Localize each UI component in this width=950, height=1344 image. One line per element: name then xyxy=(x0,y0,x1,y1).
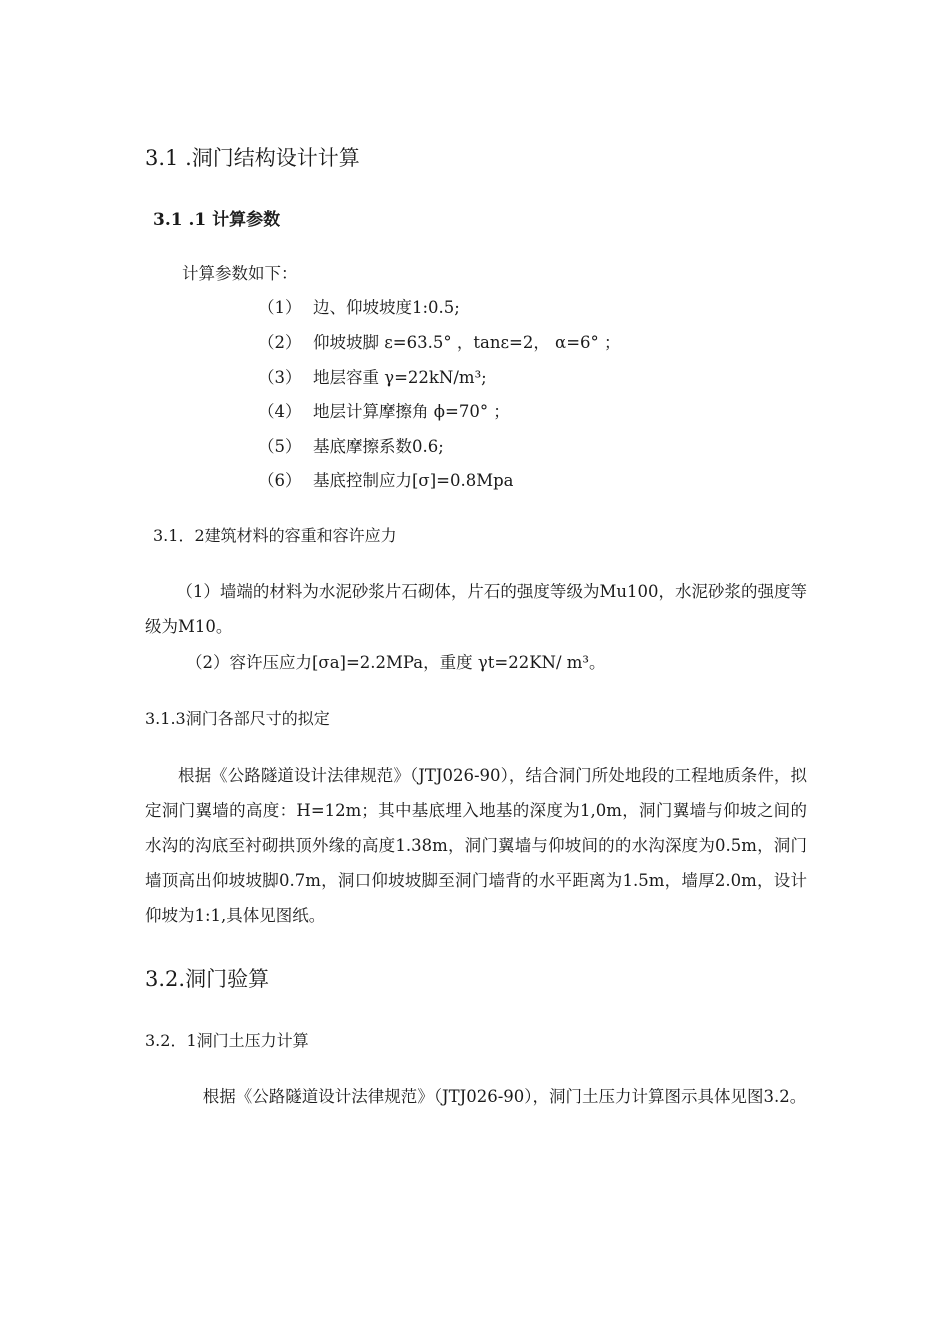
item-number: （2） xyxy=(258,333,302,352)
item-text: 地层计算摩擦角 ϕ=70° ； xyxy=(313,402,510,421)
parameters-intro: 计算参数如下： xyxy=(182,264,298,283)
parameter-item xyxy=(258,400,510,424)
item-text: 仰坡坡脚 ε=63.5° ，tanε=2， α=6° ； xyxy=(313,333,621,352)
section-3-1-title: 3.1 .洞门结构设计计算 xyxy=(145,146,360,170)
item-text: 地层容重 γ=22kN/m³; xyxy=(313,368,487,387)
item-number: （1） xyxy=(258,298,302,317)
parameter-item xyxy=(258,435,444,459)
item-text: 基底摩擦系数0.6; xyxy=(313,437,444,456)
item-number: （5） xyxy=(258,437,302,456)
section-3-2-title: 3.2.洞门验算 xyxy=(145,967,270,991)
subsection-3-2-1-title: 3.2．1洞门土压力计算 xyxy=(145,1031,309,1050)
parameter-item xyxy=(258,296,460,320)
item-number: （4） xyxy=(258,402,302,421)
item-number: （3） xyxy=(258,368,302,387)
item-text: 基底控制应力[σ]=0.8Mpa xyxy=(313,471,514,490)
parameter-item xyxy=(258,331,621,355)
item-number: （6） xyxy=(258,471,302,490)
dimensions-paragraph: 根据《公路隧道设计法律规范》（JTJ026-90），结合洞门所处地段的工程地质条件，拟定洞门翼墙的高度：H=12m；其中基底埋入地基的深度为1,0m，洞门翼墙与仰坡之间的水沟的沟底至衬砌拱顶外缘的高度1.38m，洞门翼墙与仰坡间的的水沟深度为0.5m，洞门墙顶高出仰坡坡脚0.7m，洞口仰坡坡脚至洞门墙背的水平距离为1.5m，墙厚2.0m，设计仰坡为1:1,具体见图纸。 xyxy=(145,766,807,925)
subsection-3-1-3-title: 3.1.3洞门各部尺寸的拟定 xyxy=(145,709,330,728)
parameter-item xyxy=(258,469,514,493)
subsection-3-1-2-title: 3.1．2建筑材料的容重和容许应力 xyxy=(153,526,397,545)
earth-pressure-paragraph: 根据《公路隧道设计法律规范》（JTJ026-90），洞门土压力计算图示具体见图3.2。 xyxy=(202,1087,807,1106)
item-text: 边、仰坡坡度1:0.5; xyxy=(313,298,460,317)
parameter-item xyxy=(258,366,487,390)
subsection-3-1-1-title: 3.1 .1 计算参数 xyxy=(153,210,281,230)
materials-paragraph-1: （1）墙端的材料为水泥砂浆片石砌体，片石的强度等级为Mu100，水泥砂浆的强度等级为M10。 xyxy=(145,582,807,636)
materials-paragraph-2: （2）容许压应力[σa]=2.2MPa，重度 γt=22KN/ m³。 xyxy=(186,653,606,672)
